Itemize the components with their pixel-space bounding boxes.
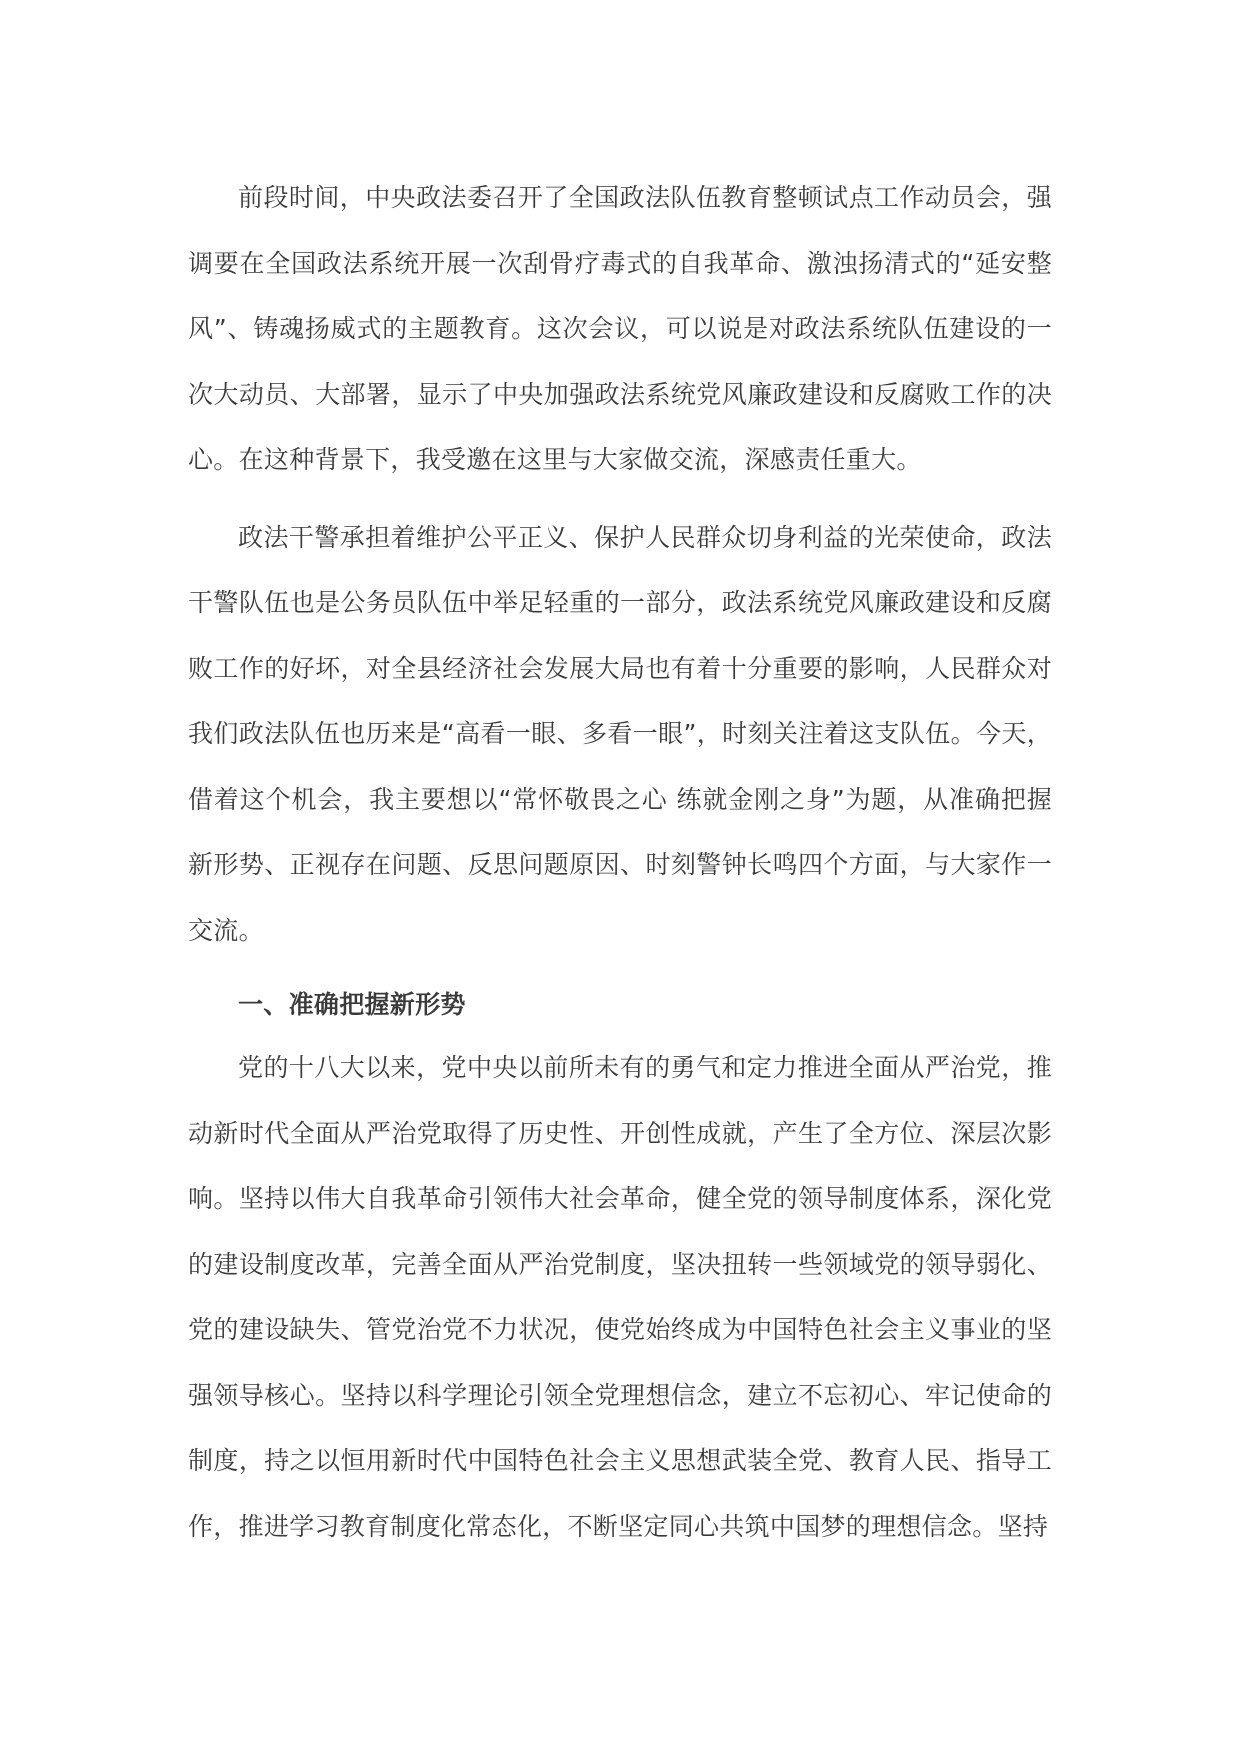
paragraph-intro: 前段时间，中央政法委召开了全国政法队伍教育整顿试点工作动员会，强调要在全国政法系统开展一次刮骨疗毒式的自我革命、激浊扬清式的“延安整风”、铸魂扬威式的主题教育。这次会议，可以说是对政法系统队伍建设的一次大动员、大部署，显示了中央加强政法系统党风廉政建设和反腐败工作的决心。在这种背景下，我受邀在这里与大家做交流，深感责任重大。 [188,183,1052,474]
paragraph-context: 政法干警承担着维护公平正义、保护人民群众切身利益的光荣使命，政法干警队伍也是公务员队伍中举足轻重的一部分，政法系统党风廉政建设和反腐败工作的好坏，对全县经济社会发展大局也有着十分重要的影响，人民群众对我们政法队伍也历来是“高看一眼、多看一眼”，时刻关注着这支队伍。今天，借着这个机会，我主要想以“常怀敬畏之心 练就金刚之身”为题，从准确把握新形势、正视存在问题、反思问题原因、时刻警钟长鸣四个方面，与大家作一交流。 [188,522,1052,945]
document-body [188,165,1052,1571]
paragraph-section-one: 党的十八大以来，党中央以前所未有的勇气和定力推进全面从严治党，推动新时代全面从严治党取得了历史性、开创性成就，产生了全方位、深层次影响。坚持以伟大自我革命引领伟大社会革命，健全党的领导制度体系，深化党的建设制度改革，完善全面从严治党制度，坚决扭转一些领域党的领导弱化、党的建设缺失、管党治党不力状况，使党始终成为中国特色社会主义事业的坚强领导核心。坚持以科学理论引领全党理想信念，建立不忘初心、牢记使命的制度，持之以恒用新时代中国特色社会主义思想武装全党、教育人民、指导工作，推进学习教育制度化常态化，不断坚定同心共筑中国梦的理想信念。坚持 [188,1053,1052,1541]
section-heading: 一、准确把握新形势 [238,990,466,1019]
